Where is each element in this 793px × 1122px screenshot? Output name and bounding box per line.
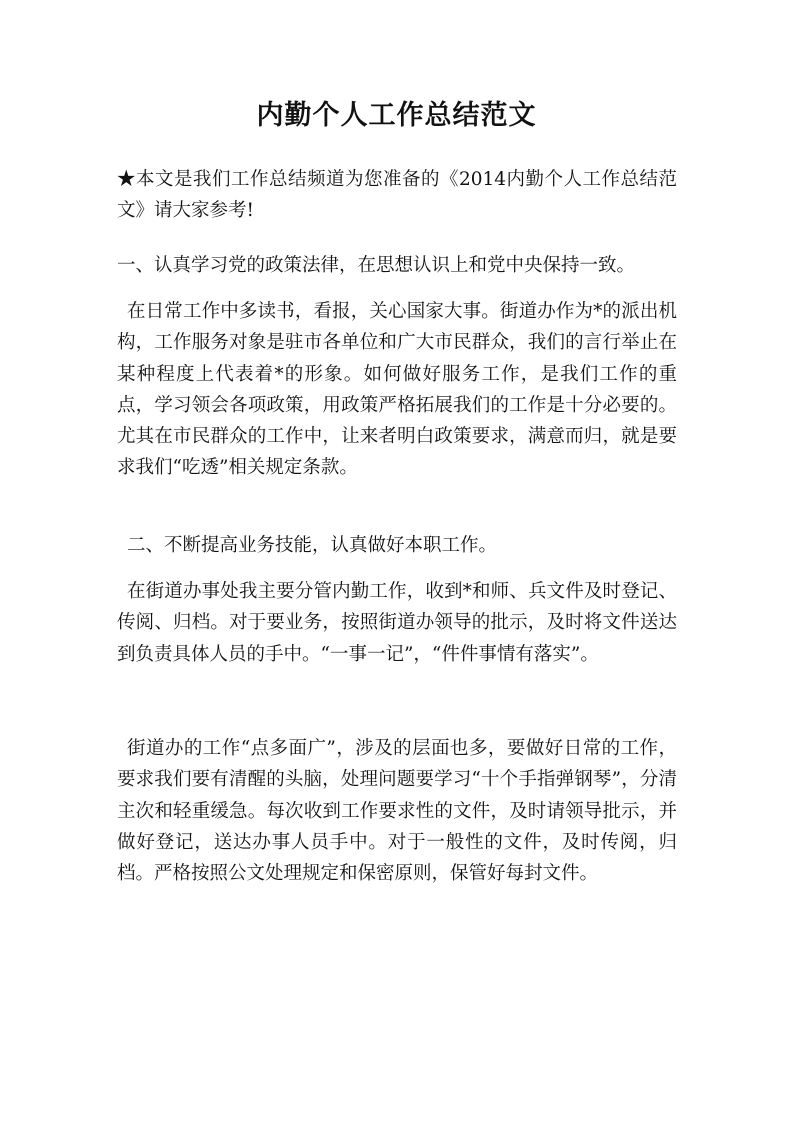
document-title: 内勤个人工作总结范文 — [256, 100, 537, 131]
section-heading-2: 二、不断提高业务技能，认真做好本职工作。 — [127, 535, 498, 556]
body-paragraph-3: 街道办的工作“点多面广”，涉及的层面也多，要做好日常的工作，要求我们要有清醒的头脑，处理问题要学习“十个手指弹钢琴”，分清主次和轻重缓急。每次收到工作要求性的文件，及时请领导批示，并做好登记，送达办事人员手中。对于一般性的文件，及时传阅，归档。严格按照公文处理规定和保密原则，保管好每封文件。 — [117, 738, 677, 885]
intro-paragraph: ★本文是我们工作总结频道为您准备的《2014内勤个人工作总结范文》请大家参考! — [117, 169, 677, 222]
section-heading-1: 一、认真学习党的政策法律，在思想认识上和党中央保持一致。 — [117, 255, 636, 276]
body-paragraph-1: 在日常工作中多读书，看报，关心国家大事。街道办作为*的派出机构，工作服务对象是驻市各单位和广大市民群众，我们的言行举止在某种程度上代表着*的形象。如何做好服务工作，是我们工作的重点，学习领会各项政策，用政策严格拓展我们的工作是十分必要的。尤其在市民群众的工作中，让来者明白政策要求，满意而归，就是要求我们“吃透”相关规定条款。 — [117, 301, 677, 479]
body-paragraph-2: 在街道办事处我主要分管内勤工作，收到*和师、兵文件及时登记、传阅、归档。对于要业务，按照街道办领导的批示，及时将文件送达到负责具体人员的手中。“一事一记”，“件件事情有落实”。 — [117, 581, 677, 665]
